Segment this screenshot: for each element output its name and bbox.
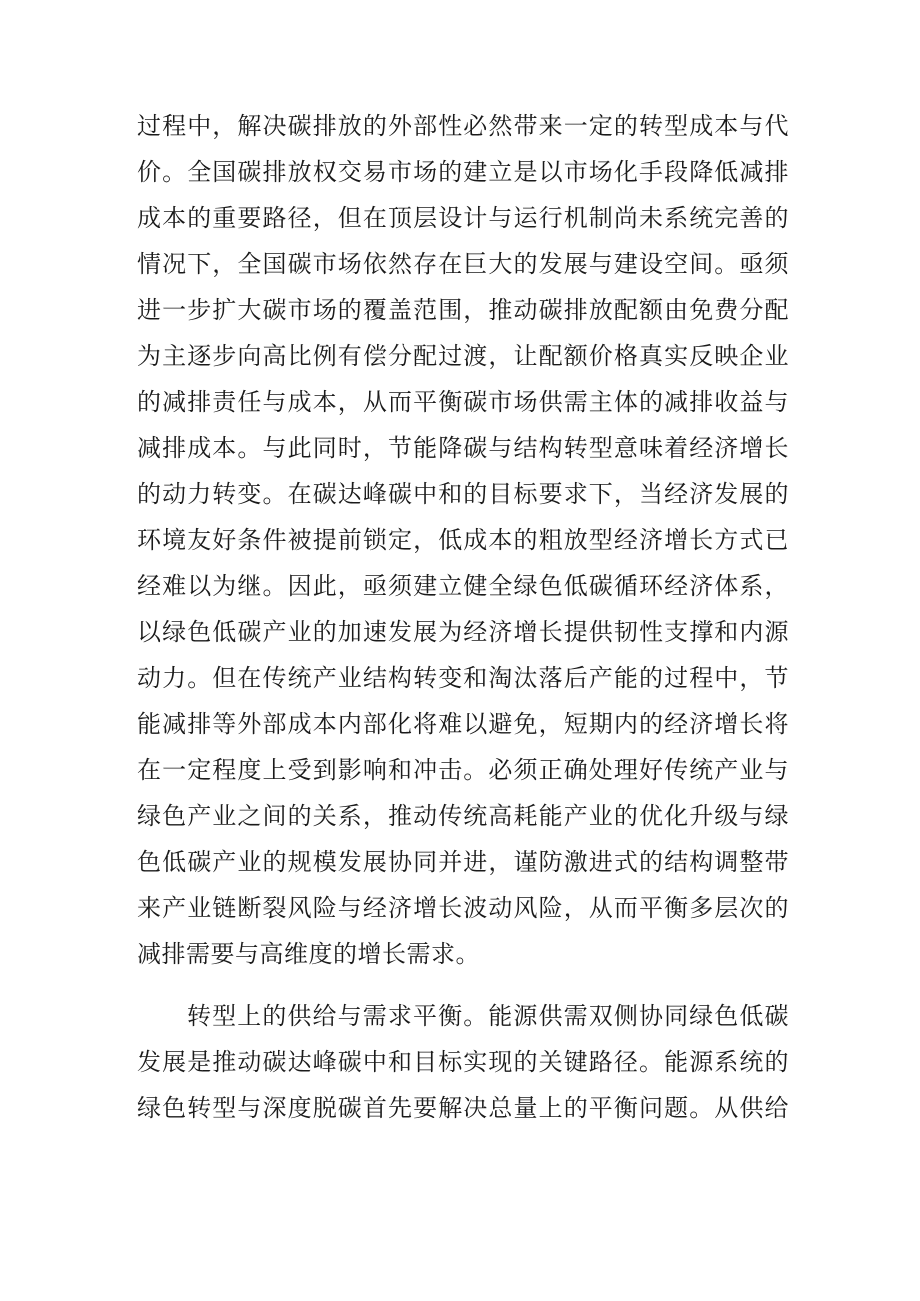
text-line: 以绿色低碳产业的加速发展为经济增长提供韧性支撑和内源 <box>137 618 789 646</box>
text-line: 来产业链断裂风险与经济增长波动风险，从而平衡多层次的 <box>137 894 789 922</box>
text-line: 环境友好条件被提前锁定，低成本的粗放型经济增长方式已 <box>137 526 789 554</box>
text-line: 经难以为继。因此，亟须建立健全绿色低碳循环经济体系， <box>137 572 789 600</box>
text-line: 减排成本。与此同时，节能降碳与结构转型意味着经济增长 <box>137 434 789 462</box>
paragraph-gap <box>137 977 789 993</box>
text-line: 发展是推动碳达峰碳中和目标实现的关键路径。能源系统的 <box>137 1048 789 1076</box>
paragraph-1 <box>137 103 789 977</box>
text-line: 的动力转变。在碳达峰碳中和的目标要求下，当经济发展的 <box>137 480 789 508</box>
text-line: 转型上的供给与需求平衡。能源供需双侧协同绿色低碳 <box>187 1002 789 1030</box>
text-line: 的减排责任与成本，从而平衡碳市场供需主体的减排收益与 <box>137 388 789 416</box>
text-line: 价。全国碳排放权交易市场的建立是以市场化手段降低减排 <box>137 158 789 186</box>
text-line: 能减排等外部成本内部化将难以避免，短期内的经济增长将 <box>137 710 789 738</box>
text-line: 绿色产业之间的关系，推动传统高耗能产业的优化升级与绿 <box>137 802 789 830</box>
text-line: 色低碳产业的规模发展协同并进，谨防激进式的结构调整带 <box>137 848 789 876</box>
text-line: 过程中，解决碳排放的外部性必然带来一定的转型成本与代 <box>137 112 789 140</box>
text-line: 情况下，全国碳市场依然存在巨大的发展与建设空间。亟须 <box>137 250 789 278</box>
paragraph-2 <box>137 993 789 1131</box>
text-line: 在一定程度上受到影响和冲击。必须正确处理好传统产业与 <box>137 756 789 784</box>
text-line: 绿色转型与深度脱碳首先要解决总量上的平衡问题。从供给 <box>137 1094 789 1122</box>
text-line: 成本的重要路径，但在顶层设计与运行机制尚未系统完善的 <box>137 204 789 232</box>
text-line: 动力。但在传统产业结构转变和淘汰落后产能的过程中，节 <box>137 664 789 692</box>
text-line: 进一步扩大碳市场的覆盖范围，推动碳排放配额由免费分配 <box>137 296 789 324</box>
body-text <box>137 103 789 1131</box>
text-line: 为主逐步向高比例有偿分配过渡，让配额价格真实反映企业 <box>137 342 789 370</box>
text-line: 减排需要与高维度的增长需求。 <box>137 940 480 968</box>
